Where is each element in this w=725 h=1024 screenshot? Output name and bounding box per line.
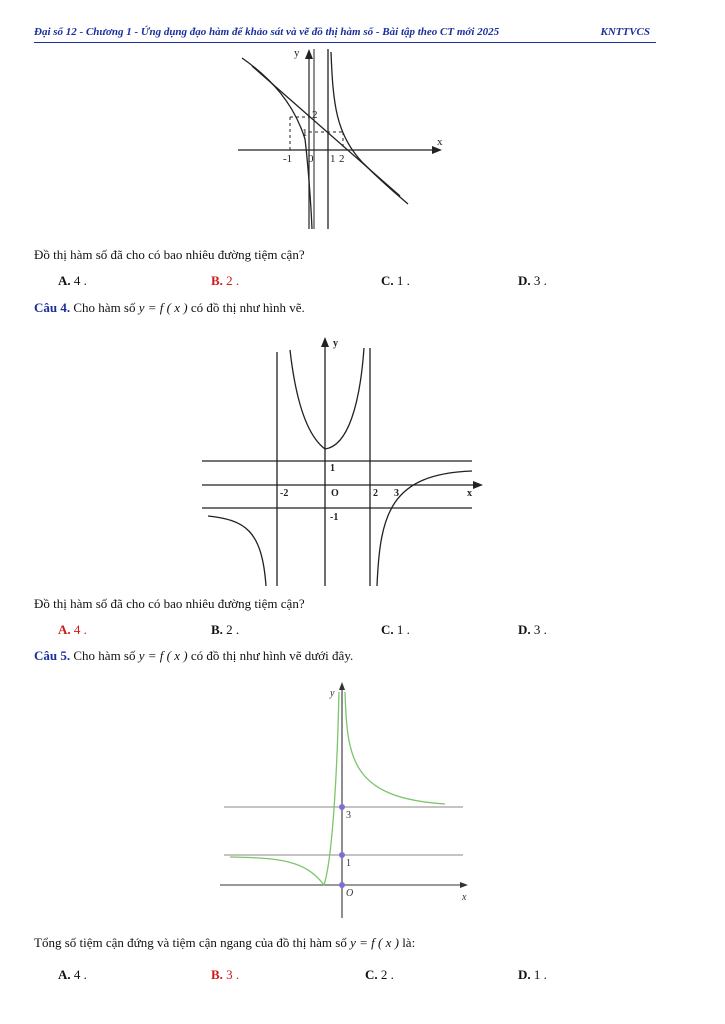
tick-x-1: 1 xyxy=(330,153,336,165)
curve-middle xyxy=(290,348,364,449)
page-header xyxy=(34,26,656,43)
q4-option-a[interactable]: A. 4 . xyxy=(58,622,87,637)
header-title: Đại số 12 - Chương 1 - Ứng dụng đạo hàm để khảo sát và vẽ đồ thị hàm số - Bài tập theo CT mới 2025 xyxy=(34,26,500,38)
tick-y-1: 1 xyxy=(346,858,351,869)
header-code: KNTTVCS xyxy=(600,26,650,38)
tick-x-0: 0 xyxy=(308,153,314,165)
graph-q4 xyxy=(200,334,490,588)
q4-option-b[interactable]: B. 2 . xyxy=(211,622,240,637)
q3-option-d[interactable]: D. 3 . xyxy=(518,273,547,288)
tick-y-neg1: -1 xyxy=(330,512,339,523)
y-axis-label: y xyxy=(333,338,338,349)
q5-question-formula: y = f ( x ) xyxy=(350,935,399,950)
q3-option-c[interactable]: C. 1 . xyxy=(381,273,410,288)
tick-y-2: 2 xyxy=(312,109,318,121)
tick-y-1: 1 xyxy=(302,127,308,139)
x-arrow-icon xyxy=(460,882,468,888)
y-axis-label: y xyxy=(294,47,300,59)
x-axis-label: x xyxy=(437,136,443,148)
q5-option-a[interactable]: A. 4 . xyxy=(58,967,87,982)
q4-intro: Câu 4. Cho hàm số y = f ( x ) có đồ thị như hình vẽ. xyxy=(34,300,305,315)
tick-x-2: 2 xyxy=(373,488,378,499)
point-origin xyxy=(339,882,345,888)
q4-label: Câu 4. xyxy=(34,300,71,315)
tick-x-2: 2 xyxy=(339,153,345,165)
q3-question: Đồ thị hàm số đã cho có bao nhiêu đường tiệm cận? xyxy=(34,247,305,262)
x-arrow-icon xyxy=(473,481,483,489)
q4-option-c[interactable]: C. 1 . xyxy=(381,622,410,637)
graph-q3 xyxy=(232,44,447,234)
tick-y-1: 1 xyxy=(330,463,335,474)
q5-formula: y = f ( x ) xyxy=(138,648,188,663)
graph-q5 xyxy=(220,680,470,920)
curve-right xyxy=(331,52,408,204)
x-axis-label: x xyxy=(462,892,467,903)
tick-origin: O xyxy=(331,488,339,499)
tick-origin: O xyxy=(346,888,354,899)
tick-x-3: 3 xyxy=(394,488,399,499)
q5-option-b[interactable]: B. 3 . xyxy=(211,967,240,982)
q5-option-c[interactable]: C. 2 . xyxy=(365,967,394,982)
curve-left xyxy=(230,692,339,885)
curve-left xyxy=(208,516,266,586)
y-axis-label: y xyxy=(330,688,335,699)
q5-label: Câu 5. xyxy=(34,648,71,663)
q4-question: Đồ thị hàm số đã cho có bao nhiêu đường tiệm cận? xyxy=(34,596,305,611)
y-arrow-icon xyxy=(305,49,313,59)
tick-x-neg2: -2 xyxy=(280,488,289,499)
point-y1 xyxy=(339,852,345,858)
point-y3 xyxy=(339,804,345,810)
q3-option-b[interactable]: B. 2 . xyxy=(211,273,240,288)
x-axis-label: x xyxy=(467,488,472,499)
y-arrow-icon xyxy=(339,682,345,690)
q5-option-d[interactable]: D. 1 . xyxy=(518,967,547,982)
tick-y-3: 3 xyxy=(346,810,351,821)
q5-question: Tổng số tiệm cận đứng và tiệm cận ngang của đồ thị hàm số y = f ( x ) là: xyxy=(34,935,416,950)
curve-right xyxy=(377,471,472,586)
y-arrow-icon xyxy=(321,337,329,347)
q4-option-d[interactable]: D. 3 . xyxy=(518,622,547,637)
curve-right xyxy=(345,692,445,804)
q3-option-a[interactable]: A. 4 . xyxy=(58,273,87,288)
tick-x-neg1: -1 xyxy=(283,153,293,165)
q5-intro: Câu 5. Cho hàm số y = f ( x ) có đồ thị như hình vẽ dưới đây. xyxy=(34,648,354,663)
q4-formula: y = f ( x ) xyxy=(138,300,188,315)
curve-left xyxy=(242,58,312,229)
